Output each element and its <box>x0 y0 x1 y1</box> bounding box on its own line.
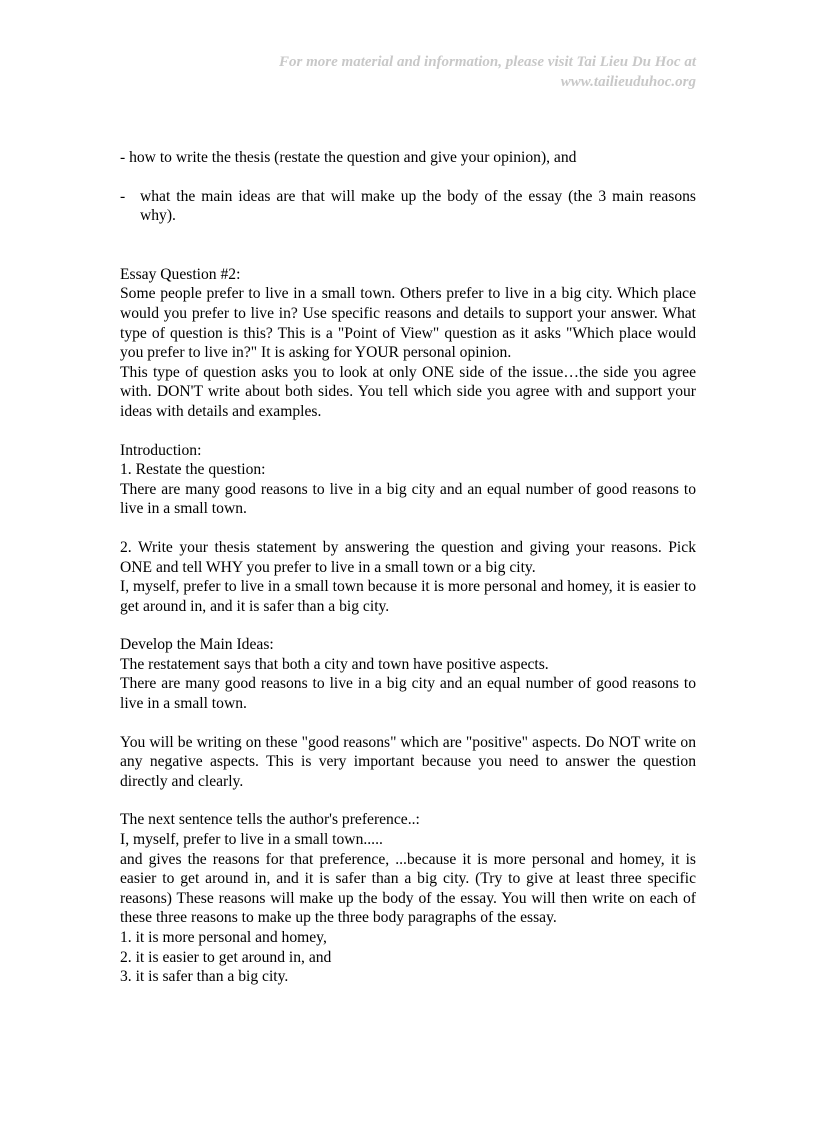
watermark-url: www.tailieuduhoc.org <box>560 74 696 90</box>
step-1-label: 1. Restate the question: <box>120 461 266 479</box>
step-2-text: I, myself, prefer to live in a small town because it is more personal and homey, it is easier to get around in, and it is safer than a big city. <box>120 578 696 615</box>
header-watermark <box>176 52 696 92</box>
reason-item-1: 1. it is more personal and homey, <box>120 929 327 946</box>
watermark-line-1: For more material and information, please visit Tai Lieu Du Hoc at <box>279 54 696 70</box>
main-ideas-line-1: The restatement says that both a city and town have positive aspects. <box>120 655 549 673</box>
preference-intro: The next sentence tells the author's preference..: <box>120 811 420 829</box>
bullet-thesis: - how to write the thesis (restate the question and give your opinion), and <box>120 149 577 166</box>
introduction-heading: Introduction: <box>120 441 202 459</box>
bullet-main-ideas-text: what the main ideas are that will make up the body of the essay (the 3 main reasons why). <box>140 187 696 225</box>
main-ideas-heading: Develop the Main Ideas: <box>120 636 274 654</box>
essay-question-paragraph-1: Some people prefer to live in a small town. Others prefer to live in a big city. Which place would you prefer to live in? Use specific reasons and details to support your answer. What type of question is this? This is a "Point of View" question as it asks "Which place would you prefer to live in?" It is asking for YOUR personal opinion. <box>120 285 696 362</box>
step-2-label: 2. Write your thesis statement by answering the question and giving your reasons. Pick ONE and tell WHY you prefer to live in a small town or a big city. <box>120 538 696 576</box>
reason-item-2: 2. it is easier to get around in, and <box>120 948 332 966</box>
step-1-text: There are many good reasons to live in a big city and an equal number of good reasons to live in a small town. <box>120 480 696 518</box>
essay-question-paragraph-2: This type of question asks you to look at only ONE side of the issue…the side you agree with. DON'T write about both sides. You tell which side you agree with and support your ideas with details and examples. <box>120 363 696 420</box>
bullet-dash: - <box>120 187 126 205</box>
preference-quote: I, myself, prefer to live in a small town..... <box>120 831 383 849</box>
main-ideas-line-2: There are many good reasons to live in a big city and an equal number of good reasons to live in a small town. <box>120 675 696 713</box>
document-body <box>120 148 696 987</box>
preference-text: and gives the reasons for that preference, ...because it is more personal and homey, it is easier to get around in, and it is safer than a big city. (Try to give at least three specific reasons) These reasons will make up the body of the essay. You will then write on each of these three reasons to make up the three body paragraphs of the essay. <box>120 850 696 927</box>
good-reasons-paragraph: You will be writing on these "good reasons" which are "positive" aspects. Do NOT write on any negative aspects. This is very important because you need to answer the question directly and clearly. <box>120 733 696 790</box>
essay-question-heading: Essay Question #2: <box>120 265 241 283</box>
reason-item-3: 3. it is safer than a big city. <box>120 968 289 986</box>
bullet-main-ideas <box>120 187 696 226</box>
